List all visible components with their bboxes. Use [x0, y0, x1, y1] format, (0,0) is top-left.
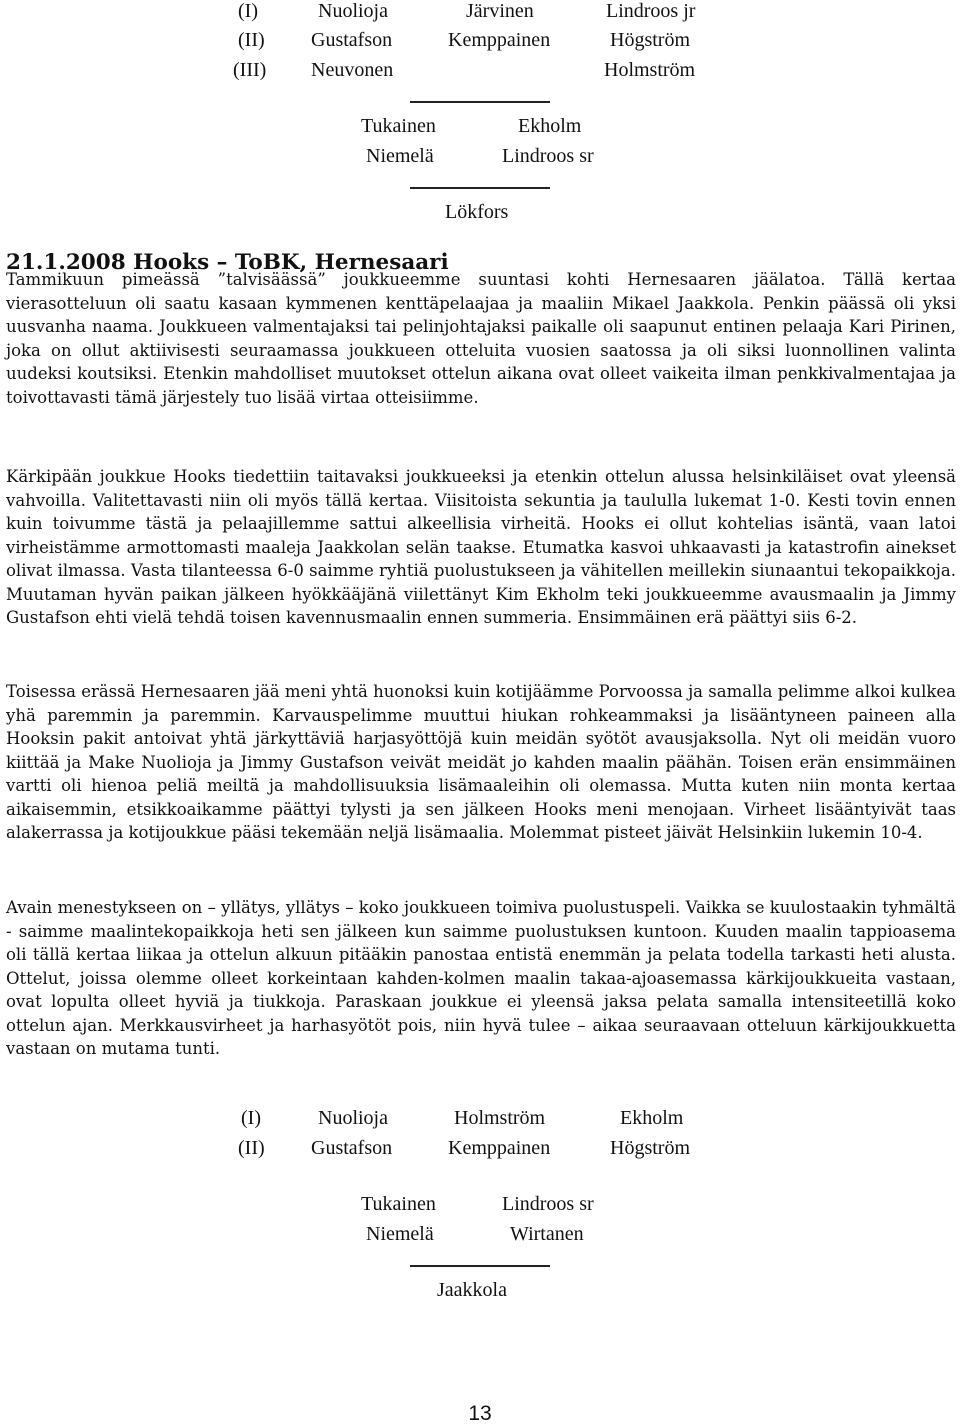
defense-player: Wirtanen [510, 1223, 584, 1245]
defense-player: Tukainen [361, 115, 436, 137]
player-name: Gustafson [311, 1137, 393, 1159]
player-name: Ekholm [620, 1107, 684, 1129]
line-label: (II) [238, 1137, 265, 1159]
article-paragraph: Kärkipään joukkue Hooks tiedettiin taitavaksi joukkueeksi ja etenkin ottelun alussa helsinkiläiset ovat yleensä vahvoilla. Valitettavasti niin oli myös tällä kertaa. Viisitoista sekuntia ja taululla lukemat 1-0. Kesti tovin ennen kuin toivumme tästä ja pelaajillemme sattui alkeellisia virheitä. Hooks ei ollut kohtelias isäntä, vaan latoi virheistämme armottomasti maaleja Jaakkolan selän taakse. Etumatka kasvoi uhkaavasti ja katastrofin ainekset olivat ilmassa. Vasta tilanteessa 6-0 saimme ryhtiä puolustukseen ja vähitellen meillekin siunaantui tekopaikkoja. Muutaman hyvän paikan jälkeen hyökkääjänä viilettänyt Kim Ekholm teki joukkueemme avausmaalin ja Jimmy Gustafson ehti vielä tehdä toisen kavennusmaalin ennen summeria. Ensimmäinen erä päättyi siis 6-2. [6, 467, 956, 627]
player-name: Nuolioja [318, 0, 388, 22]
article-paragraph: Toisessa erässä Hernesaaren jää meni yhtä huonoksi kuin kotijäämme Porvoossa ja samalla pelimme alkoi kulkea yhä paremmin ja paremmin. Karvauspelimme muuttui hiukan rohkeammaksi ja lisääntyneen paineen alla Hooksin pakit antoivat yhtä järkyttäviä harjasyöttöjä kuin meidän syötöt avausjaksolla. Nyt oli meidän vuoro kiittää ja Make Nuolioja ja Jimmy Gustafson veivät meidät jo kahden maalin päähän. Toisen erän ensimmäinen vartti oli hienoa peliä meiltä ja mahdollisuuksia lisämaaleihin oli olemassa. Mutta kuten niin monta kertaa aikaisemmin, etsikkoaikamme päättyi tylysti ja sen jälkeen Hooks meni menojaan. Virheet lisääntyivät taas alakerrassa ja kotijoukkue pääsi tekemään neljä lisämaalia. Molemmat pisteet jäivät Helsinkiin lukemin 10-4. [6, 682, 956, 842]
player-name: Kemppainen [448, 1137, 551, 1159]
divider [410, 187, 550, 189]
goalie-name: Jaakkola [437, 1279, 507, 1301]
player-name: Holmström [454, 1107, 546, 1129]
defense-player: Niemelä [366, 1223, 434, 1245]
player-name: Lindroos jr [606, 0, 696, 22]
player-name: Högström [610, 1137, 690, 1159]
article-heading: 21.1.2008 Hooks – ToBK, Hernesaari [6, 250, 449, 275]
article-paragraph: Tammikuun pimeässä ”talvisäässä” joukkueemme suuntasi kohti Hernesaaren jäälatoa. Tällä kertaa vierasotteluun oli saatu kasaan kymmenen kenttäpelaajaa ja maaliin Mikael Jaakkola. Penkin päässä oli yksi uusvanha naama. Joukkueen valmentajaksi tai pelinjohtajaksi paikalle oli saapunut entinen pelaaja Kari Pirinen, joka on ollut aktiivisesti seuraamassa joukkueen otteluita vuosien saatossa ja oli siksi luonnollinen valinta uudeksi koutsiksi. Etenkin mahdolliset muutokset ottelun aikana ovat olleet vaikeita ilman penkkivalmentajaa ja toivottavasti tämä järjestely tuo lisää virtaa otteisiimme. [6, 270, 956, 407]
player-name: Gustafson [311, 29, 393, 51]
defense-player: Tukainen [361, 1193, 436, 1215]
player-name: Järvinen [466, 0, 534, 22]
line-label: (III) [233, 59, 267, 81]
defense-player: Niemelä [366, 145, 434, 167]
defense-player: Lindroos sr [502, 145, 594, 167]
player-name: Neuvonen [311, 59, 394, 81]
defense-player: Ekholm [518, 115, 582, 137]
line-label: (I) [241, 1107, 261, 1129]
player-name: Kemppainen [448, 29, 551, 51]
player-name: Högström [610, 29, 690, 51]
goalie-name: Lökfors [445, 201, 509, 223]
divider [410, 1265, 550, 1267]
defense-player: Lindroos sr [502, 1193, 594, 1215]
player-name: Holmström [604, 59, 696, 81]
line-label: (I) [238, 0, 258, 22]
line-label: (II) [238, 29, 265, 51]
page-number: 13 [468, 1402, 492, 1425]
article-paragraph: Avain menestykseen on – yllätys, yllätys – koko joukkueen toimiva puolustuspeli. Vaikka se kuulostaakin tyhmältä - saimme maalintekopaikkoja heti sen jälkeen kun saimme puolustuksen kuntoon. Kuuden maalin tappioasema oli tällä kertaa liikaa ja ottelun alkuun pitääkin panostaa entistä enemmän ja pelata todella tarkasti heti alusta. Ottelut, joissa olemme olleet korkeintaan kahden-kolmen maalin takaa-ajoasemassa kärkijoukkueita vastaan, ovat lopulta olleet hyviä ja tiukkoja. Paraskaan joukkue ei yleensä jaksa pelata samalla intensiteetillä koko ottelun ajan. Merkkausvirheet ja harhasyötöt pois, niin hyvä tulee – aikaa seuraavaan otteluun kärkijoukkuetta vastaan on mutama tunti. [6, 898, 956, 1058]
divider [410, 101, 550, 103]
player-name: Nuolioja [318, 1107, 388, 1129]
